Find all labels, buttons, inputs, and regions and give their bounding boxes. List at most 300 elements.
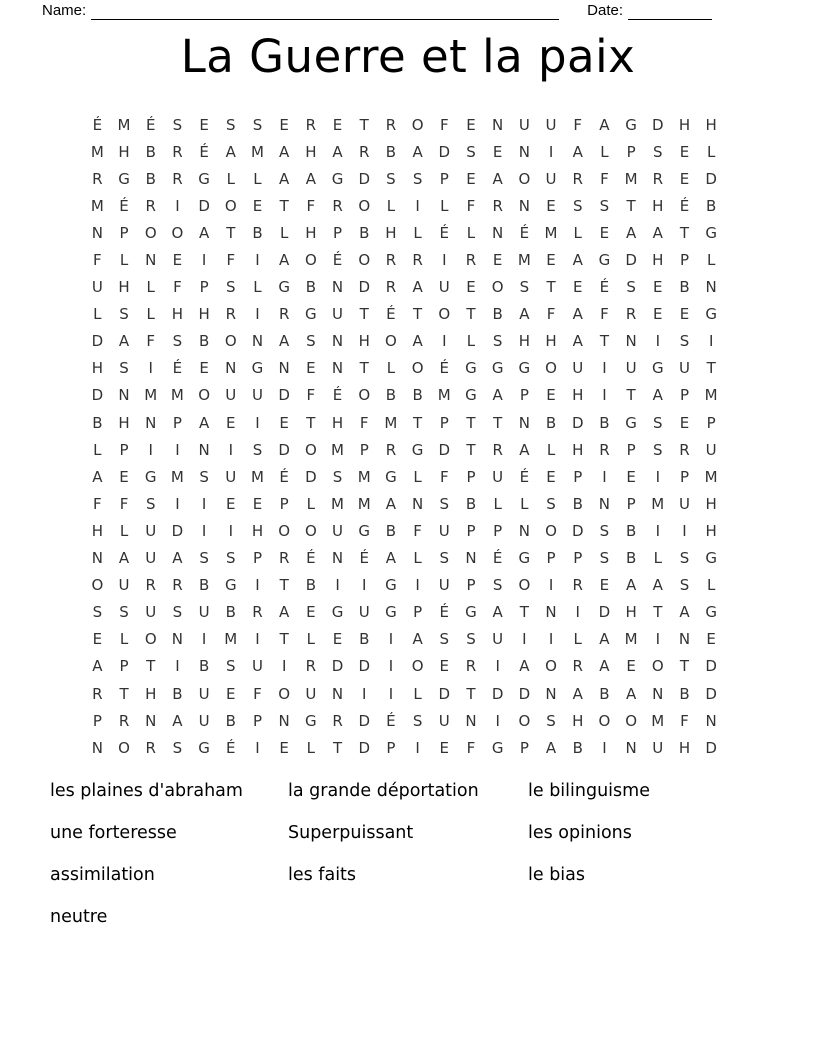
grid-letter: H bbox=[705, 521, 717, 540]
grid-letter: A bbox=[599, 630, 610, 649]
grid-letter: P bbox=[333, 223, 343, 242]
grid-letter: S bbox=[412, 169, 423, 188]
grid-letter: M bbox=[624, 169, 638, 188]
grid-letter: E bbox=[439, 657, 450, 676]
grid-letter: R bbox=[492, 196, 503, 215]
grid-letter: E bbox=[466, 169, 476, 188]
grid-letter: G bbox=[465, 359, 477, 378]
grid-letter: N bbox=[625, 332, 637, 351]
grid-letter: N bbox=[91, 738, 103, 757]
grid-letter: D bbox=[705, 684, 717, 703]
word-list bbox=[50, 780, 766, 948]
grid-letter: M bbox=[357, 494, 371, 513]
grid-letter: T bbox=[626, 386, 636, 405]
grid-letter: I bbox=[175, 494, 180, 513]
grid-letter: N bbox=[331, 549, 344, 568]
grid-letter: A bbox=[172, 711, 183, 730]
grid-letter: D bbox=[358, 657, 370, 676]
grid-letter: S bbox=[332, 467, 343, 486]
grid-letter: B bbox=[679, 278, 690, 297]
grid-letter: D bbox=[91, 332, 104, 351]
grid-letter: A bbox=[412, 142, 423, 161]
grid-letter: B bbox=[92, 413, 103, 432]
grid-letter: B bbox=[545, 413, 557, 432]
grid-letter: H bbox=[705, 115, 717, 134]
grid-letter: L bbox=[146, 305, 155, 324]
grid-letter: S bbox=[439, 630, 450, 649]
grid-letter: L bbox=[226, 169, 235, 188]
grid-letter: I bbox=[602, 386, 607, 405]
grid-letter: B bbox=[225, 603, 236, 622]
grid-letter: D bbox=[171, 521, 184, 540]
grid-letter: R bbox=[385, 440, 397, 459]
grid-letter: I bbox=[255, 413, 260, 432]
grid-letter: A bbox=[305, 169, 316, 188]
grid-letter: E bbox=[679, 142, 690, 161]
grid-letter: H bbox=[652, 196, 664, 215]
grid-letter: N bbox=[492, 115, 504, 134]
grid-letter: O bbox=[518, 576, 531, 595]
grid-letter: R bbox=[92, 169, 103, 188]
grid-letter: O bbox=[198, 386, 210, 405]
grid-letter: A bbox=[412, 278, 423, 297]
grid-letter: O bbox=[358, 251, 371, 270]
grid-letter: S bbox=[199, 549, 209, 568]
grid-letter: A bbox=[492, 386, 503, 405]
grid-letter: P bbox=[493, 521, 503, 540]
grid-letter: O bbox=[651, 657, 664, 676]
grid-letter: B bbox=[172, 684, 183, 703]
grid-letter: I bbox=[415, 738, 420, 757]
grid-letter: T bbox=[413, 305, 423, 324]
grid-letter: P bbox=[252, 711, 262, 730]
grid-letter: L bbox=[413, 549, 422, 568]
grid-letter: E bbox=[119, 467, 129, 486]
grid-letter: L bbox=[93, 305, 102, 324]
grid-letter: R bbox=[172, 142, 183, 161]
grid-letter: P bbox=[466, 467, 476, 486]
grid-letter: G bbox=[198, 738, 210, 757]
grid-letter: É bbox=[519, 223, 530, 242]
grid-letter: B bbox=[252, 223, 263, 242]
grid-letter: A bbox=[225, 142, 236, 161]
word-list-item: les opinions bbox=[528, 823, 632, 843]
grid-letter: R bbox=[145, 738, 156, 757]
grid-letter: I bbox=[255, 630, 260, 649]
grid-letter: O bbox=[224, 332, 237, 351]
grid-letter: P bbox=[466, 521, 476, 540]
grid-letter: H bbox=[678, 115, 691, 134]
grid-letter: A bbox=[198, 413, 210, 432]
grid-letter: E bbox=[546, 386, 556, 405]
grid-letter: T bbox=[279, 196, 289, 215]
grid-letter: F bbox=[680, 711, 689, 730]
grid-letter: N bbox=[465, 549, 477, 568]
word-list-item: le bilinguisme bbox=[528, 781, 650, 801]
grid-letter: H bbox=[305, 223, 317, 242]
grid-letter: N bbox=[411, 494, 424, 513]
grid-letter: R bbox=[492, 440, 503, 459]
grid-letter: G bbox=[651, 359, 664, 378]
grid-letter: U bbox=[251, 657, 263, 676]
grid-letter: É bbox=[492, 549, 503, 568]
grid-letter: L bbox=[386, 359, 396, 378]
grid-letter: O bbox=[358, 196, 371, 215]
grid-letter: R bbox=[572, 576, 583, 595]
grid-letter: I bbox=[682, 521, 687, 540]
grid-letter: G bbox=[491, 359, 504, 378]
grid-letter: R bbox=[145, 576, 156, 595]
grid-letter: T bbox=[413, 413, 423, 432]
grid-letter: D bbox=[705, 169, 717, 188]
grid-letter: S bbox=[653, 142, 663, 161]
grid-letter: R bbox=[332, 196, 343, 215]
grid-letter: G bbox=[385, 467, 397, 486]
grid-letter: R bbox=[145, 196, 156, 215]
grid-letter: L bbox=[546, 440, 556, 459]
grid-letter: U bbox=[91, 278, 103, 297]
grid-letter: N bbox=[278, 711, 290, 730]
grid-letter: H bbox=[305, 142, 317, 161]
grid-letter: O bbox=[545, 359, 557, 378]
grid-letter: S bbox=[679, 332, 690, 351]
grid-letter: A bbox=[599, 115, 610, 134]
grid-letter: O bbox=[625, 711, 637, 730]
grid-letter: P bbox=[706, 413, 716, 432]
grid-letter: A bbox=[625, 684, 637, 703]
grid-letter: U bbox=[251, 386, 263, 405]
grid-letter: B bbox=[572, 738, 583, 757]
grid-letter: D bbox=[705, 738, 717, 757]
grid-letter: G bbox=[705, 549, 717, 568]
grid-letter: S bbox=[226, 657, 236, 676]
grid-letter: D bbox=[705, 657, 717, 676]
grid-letter: I bbox=[201, 521, 207, 540]
grid-letter: G bbox=[358, 521, 371, 540]
grid-letter: E bbox=[546, 196, 556, 215]
grid-letter: P bbox=[92, 711, 102, 730]
word-list-item: le bias bbox=[528, 865, 586, 885]
grid-letter: H bbox=[145, 684, 157, 703]
grid-letter: É bbox=[386, 711, 396, 730]
grid-letter: L bbox=[119, 630, 129, 649]
grid-letter: U bbox=[332, 521, 344, 540]
grid-letter: I bbox=[228, 521, 233, 540]
grid-letter: E bbox=[252, 196, 263, 215]
grid-letter: U bbox=[438, 576, 450, 595]
word-list-item: les faits bbox=[288, 865, 357, 885]
grid-letter: M bbox=[384, 413, 398, 432]
grid-letter: U bbox=[678, 359, 690, 378]
grid-letter: T bbox=[706, 359, 716, 378]
grid-letter: N bbox=[331, 278, 344, 297]
grid-letter: N bbox=[225, 359, 237, 378]
grid-letter: S bbox=[199, 467, 209, 486]
grid-letter: S bbox=[439, 549, 450, 568]
grid-letter: B bbox=[198, 657, 210, 676]
grid-letter: E bbox=[706, 630, 716, 649]
grid-letter: G bbox=[331, 603, 344, 622]
grid-letter: E bbox=[226, 413, 236, 432]
grid-letter: E bbox=[492, 142, 503, 161]
grid-letter: L bbox=[413, 684, 422, 703]
grid-letter: H bbox=[385, 223, 397, 242]
grid-letter: R bbox=[412, 251, 423, 270]
grid-letter: B bbox=[492, 305, 503, 324]
grid-letter: U bbox=[518, 115, 530, 134]
grid-letter: I bbox=[655, 630, 660, 649]
grid-letter: H bbox=[251, 521, 264, 540]
grid-letter: S bbox=[599, 196, 610, 215]
grid-letter: U bbox=[492, 630, 504, 649]
grid-letter: R bbox=[679, 440, 690, 459]
grid-letter: N bbox=[518, 413, 530, 432]
grid-letter: N bbox=[625, 738, 637, 757]
grid-letter: D bbox=[278, 440, 290, 459]
grid-letter: L bbox=[253, 169, 262, 188]
grid-letter: L bbox=[706, 576, 716, 595]
word-list-column bbox=[50, 780, 288, 948]
word-list-item: assimilation bbox=[50, 865, 155, 885]
grid-letter: F bbox=[466, 738, 476, 757]
grid-letter: O bbox=[91, 576, 104, 595]
grid-letter: L bbox=[119, 251, 129, 270]
grid-letter: H bbox=[572, 440, 584, 459]
grid-letter: A bbox=[519, 657, 530, 676]
grid-letter: D bbox=[518, 684, 531, 703]
grid-letter: S bbox=[466, 630, 476, 649]
grid-letter: G bbox=[411, 440, 424, 459]
grid-letter: I bbox=[708, 332, 714, 351]
grid-letter: U bbox=[198, 684, 210, 703]
grid-letter: S bbox=[172, 603, 183, 622]
grid-letter: A bbox=[519, 440, 530, 459]
grid-letter: M bbox=[704, 386, 718, 405]
grid-letter: G bbox=[305, 711, 317, 730]
grid-letter: U bbox=[358, 603, 370, 622]
grid-letter: U bbox=[225, 467, 237, 486]
grid-letter: I bbox=[255, 251, 260, 270]
grid-letter: E bbox=[306, 359, 316, 378]
grid-letter: S bbox=[679, 549, 690, 568]
grid-letter: I bbox=[175, 657, 180, 676]
grid-letter: F bbox=[600, 305, 609, 324]
word-list-item: neutre bbox=[50, 907, 108, 927]
grid-letter: I bbox=[335, 576, 340, 595]
grid-letter: O bbox=[304, 251, 317, 270]
grid-letter: U bbox=[305, 684, 317, 703]
grid-letter: D bbox=[491, 684, 504, 703]
grid-letter: I bbox=[255, 576, 260, 595]
word-list-item: la grande déportation bbox=[288, 781, 479, 801]
grid-letter: T bbox=[359, 305, 369, 324]
grid-letter: H bbox=[118, 278, 130, 297]
grid-letter: I bbox=[388, 684, 394, 703]
puzzle-title: La Guerre et la paix bbox=[180, 30, 636, 83]
grid-letter: S bbox=[572, 196, 583, 215]
grid-letter: T bbox=[279, 630, 289, 649]
grid-letter: G bbox=[518, 549, 531, 568]
grid-letter: I bbox=[548, 576, 554, 595]
grid-letter: L bbox=[253, 278, 262, 297]
grid-letter: N bbox=[145, 711, 157, 730]
grid-letter: M bbox=[651, 494, 665, 513]
grid-letter: E bbox=[226, 494, 236, 513]
grid-letter: É bbox=[439, 223, 450, 242]
grid-letter: S bbox=[653, 413, 663, 432]
grid-letter: L bbox=[520, 494, 529, 513]
grid-letter: P bbox=[413, 603, 423, 622]
grid-letter: U bbox=[705, 440, 717, 459]
grid-letter: E bbox=[92, 630, 103, 649]
grid-letter: O bbox=[598, 711, 611, 730]
grid-letter: R bbox=[172, 576, 183, 595]
grid-letter: R bbox=[465, 657, 477, 676]
grid-letter: M bbox=[331, 494, 344, 513]
grid-letter: A bbox=[385, 494, 397, 513]
grid-letter: L bbox=[279, 223, 289, 242]
grid-letter: T bbox=[466, 440, 476, 459]
grid-letter: D bbox=[571, 521, 584, 540]
grid-letter: D bbox=[652, 115, 664, 134]
grid-letter: D bbox=[625, 251, 637, 270]
grid-letter: L bbox=[706, 251, 716, 270]
grid-letter: R bbox=[305, 115, 317, 134]
grid-letter: N bbox=[545, 603, 557, 622]
grid-letter: B bbox=[599, 413, 610, 432]
word-list-item: une forteresse bbox=[50, 823, 177, 843]
grid-letter: M bbox=[224, 630, 238, 649]
grid-letter: S bbox=[519, 278, 530, 297]
grid-letter: F bbox=[439, 115, 449, 134]
grid-letter: I bbox=[548, 630, 554, 649]
grid-letter: H bbox=[652, 251, 664, 270]
grid-letter: G bbox=[331, 169, 344, 188]
grid-letter: S bbox=[546, 494, 556, 513]
grid-letter: O bbox=[171, 223, 184, 242]
grid-letter: F bbox=[439, 467, 449, 486]
grid-letter: A bbox=[652, 386, 663, 405]
grid-letter: É bbox=[332, 386, 343, 405]
grid-letter: B bbox=[572, 494, 583, 513]
grid-letter: S bbox=[252, 440, 263, 459]
grid-letter: H bbox=[705, 494, 717, 513]
grid-letter: O bbox=[224, 196, 237, 215]
grid-letter: A bbox=[385, 549, 397, 568]
grid-letter: D bbox=[358, 278, 370, 297]
grid-letter: E bbox=[599, 576, 610, 595]
grid-letter: S bbox=[172, 115, 183, 134]
word-list-item: Superpuissant bbox=[288, 823, 414, 843]
grid-letter: E bbox=[466, 278, 476, 297]
grid-letter: T bbox=[599, 332, 609, 351]
grid-letter: B bbox=[385, 142, 397, 161]
header-row bbox=[42, 1, 712, 20]
grid-letter: R bbox=[359, 142, 370, 161]
grid-letter: N bbox=[145, 251, 157, 270]
grid-letter: I bbox=[148, 359, 153, 378]
grid-letter: S bbox=[626, 278, 636, 297]
grid-letter: I bbox=[388, 657, 394, 676]
grid-letter: M bbox=[357, 467, 371, 486]
grid-letter: P bbox=[546, 549, 556, 568]
grid-letter: P bbox=[386, 738, 396, 757]
grid-letter: L bbox=[653, 549, 662, 568]
grid-letter: D bbox=[438, 440, 451, 459]
grid-letter: U bbox=[678, 494, 690, 513]
grid-letter: I bbox=[602, 467, 607, 486]
grid-letter: O bbox=[304, 521, 317, 540]
grid-letter: O bbox=[545, 521, 557, 540]
grid-letter: N bbox=[278, 359, 290, 378]
grid-letter: L bbox=[466, 223, 476, 242]
grid-letter: N bbox=[331, 332, 344, 351]
grid-letter: E bbox=[546, 467, 556, 486]
grid-letter: F bbox=[359, 413, 369, 432]
grid-letter: F bbox=[146, 332, 156, 351]
grid-letter: N bbox=[598, 494, 611, 513]
grid-letter: G bbox=[491, 738, 504, 757]
grid-letter: P bbox=[626, 494, 636, 513]
grid-letter: M bbox=[331, 440, 344, 459]
grid-letter: T bbox=[146, 657, 156, 676]
grid-letter: S bbox=[226, 115, 236, 134]
grid-letter: A bbox=[198, 223, 210, 242]
grid-letter: R bbox=[278, 549, 290, 568]
grid-letter: É bbox=[92, 115, 103, 134]
grid-letter: I bbox=[655, 332, 660, 351]
grid-letter: G bbox=[465, 603, 477, 622]
grid-letter: U bbox=[198, 603, 210, 622]
grid-letter: F bbox=[573, 115, 583, 134]
grid-letter: I bbox=[362, 684, 367, 703]
grid-letter: T bbox=[279, 576, 289, 595]
grid-letter: M bbox=[170, 467, 184, 486]
grid-letter: É bbox=[119, 196, 129, 215]
grid-letter: P bbox=[439, 413, 449, 432]
grid-letter: E bbox=[546, 251, 556, 270]
grid-letter: P bbox=[359, 440, 369, 459]
grid-letter: U bbox=[438, 278, 450, 297]
grid-letter: T bbox=[546, 278, 556, 297]
grid-letter: T bbox=[226, 223, 236, 242]
grid-letter: N bbox=[518, 196, 530, 215]
grid-letter: O bbox=[438, 305, 451, 324]
grid-letter: I bbox=[415, 576, 420, 595]
grid-letter: G bbox=[625, 413, 637, 432]
grid-letter: D bbox=[331, 657, 344, 676]
grid-letter: D bbox=[305, 467, 317, 486]
grid-letter: T bbox=[626, 196, 636, 215]
grid-letter: I bbox=[201, 494, 207, 513]
grid-letter: R bbox=[172, 169, 183, 188]
grid-letter: N bbox=[518, 142, 530, 161]
grid-letter: O bbox=[278, 684, 291, 703]
grid-letter: N bbox=[171, 630, 184, 649]
grid-letter: D bbox=[571, 413, 584, 432]
grid-letter: U bbox=[438, 521, 450, 540]
grid-letter: U bbox=[145, 521, 157, 540]
grid-letter: M bbox=[117, 115, 131, 134]
grid-letter: É bbox=[332, 251, 343, 270]
grid-letter: E bbox=[306, 603, 316, 622]
grid-letter: G bbox=[118, 169, 130, 188]
grid-letter: S bbox=[92, 603, 103, 622]
grid-letter: F bbox=[306, 386, 316, 405]
grid-letter: A bbox=[279, 332, 290, 351]
grid-letter: N bbox=[251, 332, 264, 351]
grid-letter: I bbox=[175, 440, 180, 459]
